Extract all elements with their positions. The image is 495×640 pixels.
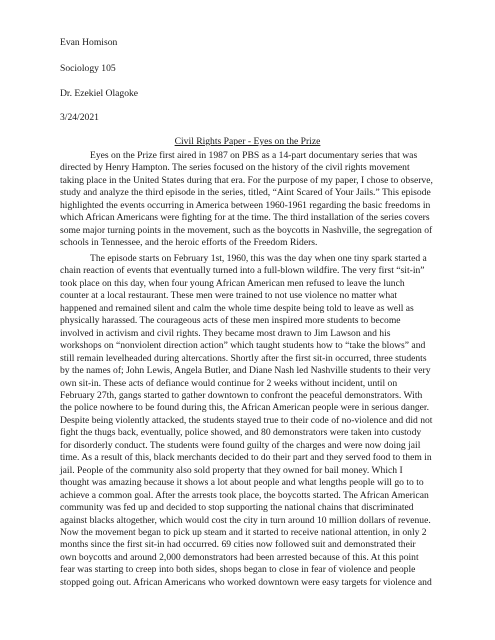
instructor-name: Dr. Ezekiel Olagoke xyxy=(60,88,139,99)
paragraph-line: counter at a local restaurant. These men were trained to not use violence no matter what xyxy=(60,290,398,302)
author-name: Evan Homison xyxy=(60,37,118,48)
paragraph-line: the police nowhere to be found during this, the African American people were in serious danger. xyxy=(60,402,429,414)
paragraph-line: happened and remained silent and calm the whole time despite being told to leave as well as xyxy=(60,302,414,314)
paragraph-line: some major turning points in the movement, such as the boycotts in Nashville, the segregation of xyxy=(60,224,433,236)
paragraph-line: by the names of; John Lewis, Angela Butler, and Diane Nash led Nashville students to their very xyxy=(60,365,431,377)
paragraph-line: fight the thugs back, eventually, police showed, and 80 demonstrators were taken into custody xyxy=(60,427,422,439)
paragraph-line: still remain levelheaded during altercations. Shortly after the first sit-in occurred, three students xyxy=(60,352,427,364)
paragraph-line: taking place in the United States during that era. For the purpose of my paper, I chose to observe, xyxy=(60,174,433,186)
paragraph-line: directed by Henry Hampton. The series focused on the history of the civil rights movement xyxy=(60,162,410,174)
paragraph-line: physically harassed. The courageous acts of these men inspired more students to become xyxy=(60,315,401,327)
paragraph-line: stopped going out. African Americans who worked downtown were easy targets for violence and xyxy=(60,576,432,588)
paragraph-line: thought was amazing because it shows a lot about people and what lengths people will go to to xyxy=(60,477,424,489)
paragraph-line: schools in Tennessee, and the heroic efforts of the Freedom Riders. xyxy=(60,237,318,249)
paragraph-line: own boycotts and around 2,000 demonstrators had been arrested because of this. At this point xyxy=(60,551,419,563)
paragraph-line: community was fed up and decided to stop supporting the national chains that discriminated xyxy=(60,502,414,514)
paragraph-line: February 27th, gangs started to gather downtown to confront the peaceful demonstrators. With xyxy=(60,389,423,401)
paragraph-line: against blacks altogether, which would cost the city in turn around 10 million dollars of revenue. xyxy=(60,514,431,526)
paragraph-line: fear was starting to creep into both sides, shops began to close in fear of violence and people xyxy=(60,564,416,576)
paragraph-1 xyxy=(60,150,438,250)
paragraph-line: Now the movement began to pick up steam and it started to receive national attention, in only 2 xyxy=(60,526,427,538)
paragraph-line: took place on this day, when four young African American men refused to leave the lunch xyxy=(60,277,405,289)
paragraph-2 xyxy=(60,253,438,589)
paragraph-line: study and analyze the third episode in the series, titled, “Aint Scared of Your Jails.” This episode xyxy=(60,187,431,199)
paragraph-line: time. As a result of this, black merchants decided to do their part and they served food to them in xyxy=(60,452,432,464)
paragraph-line: The episode starts on February 1st, 1960, this was the day when one tiny spark started a xyxy=(90,253,427,264)
date: 3/24/2021 xyxy=(60,112,99,123)
course-name: Sociology 105 xyxy=(60,63,116,74)
paragraph-line: highlighted the events occurring in America between 1960-1961 regarding the basic freedoms in xyxy=(60,199,431,211)
paragraph-line: own sit-in. These acts of defiance would continue for 2 weeks without incident, until on xyxy=(60,377,398,389)
paragraph-line: for disorderly conduct. The students were found guilty of the charges and were now doing jail xyxy=(60,439,421,451)
paragraph-line: achieve a common goal. After the arrests took place, the boycotts started. The African American xyxy=(60,489,429,501)
paragraph-line: Eyes on the Prize first aired in 1987 on PBS as a 14-part documentary series that was xyxy=(90,150,418,161)
paragraph-line: workshops on “nonviolent direction action” which taught students how to “take the blows” and xyxy=(60,340,426,352)
paragraph-line: chain reaction of events that eventually turned into a full-blown wildfire. The very first “sit-in” xyxy=(60,265,425,277)
paragraph-line: jail. People of the community also sold property that they owned for bail money. Which I xyxy=(60,464,403,476)
paragraph-line: Despite being violently attacked, the students stayed true to their code of no-violence and did not xyxy=(60,414,433,426)
paragraph-line: which African Americans were fighting for at the time. The third installation of the series covers xyxy=(60,212,430,224)
paragraph-line: involved in activism and civil rights. They became most drawn to Jim Lawson and his xyxy=(60,327,391,339)
paper-title: Civil Rights Paper - Eyes on the Prize xyxy=(174,136,321,147)
paragraph-line: months since the first sit-in had occurred. 69 cities now followed suit and demonstrated their xyxy=(60,539,416,551)
